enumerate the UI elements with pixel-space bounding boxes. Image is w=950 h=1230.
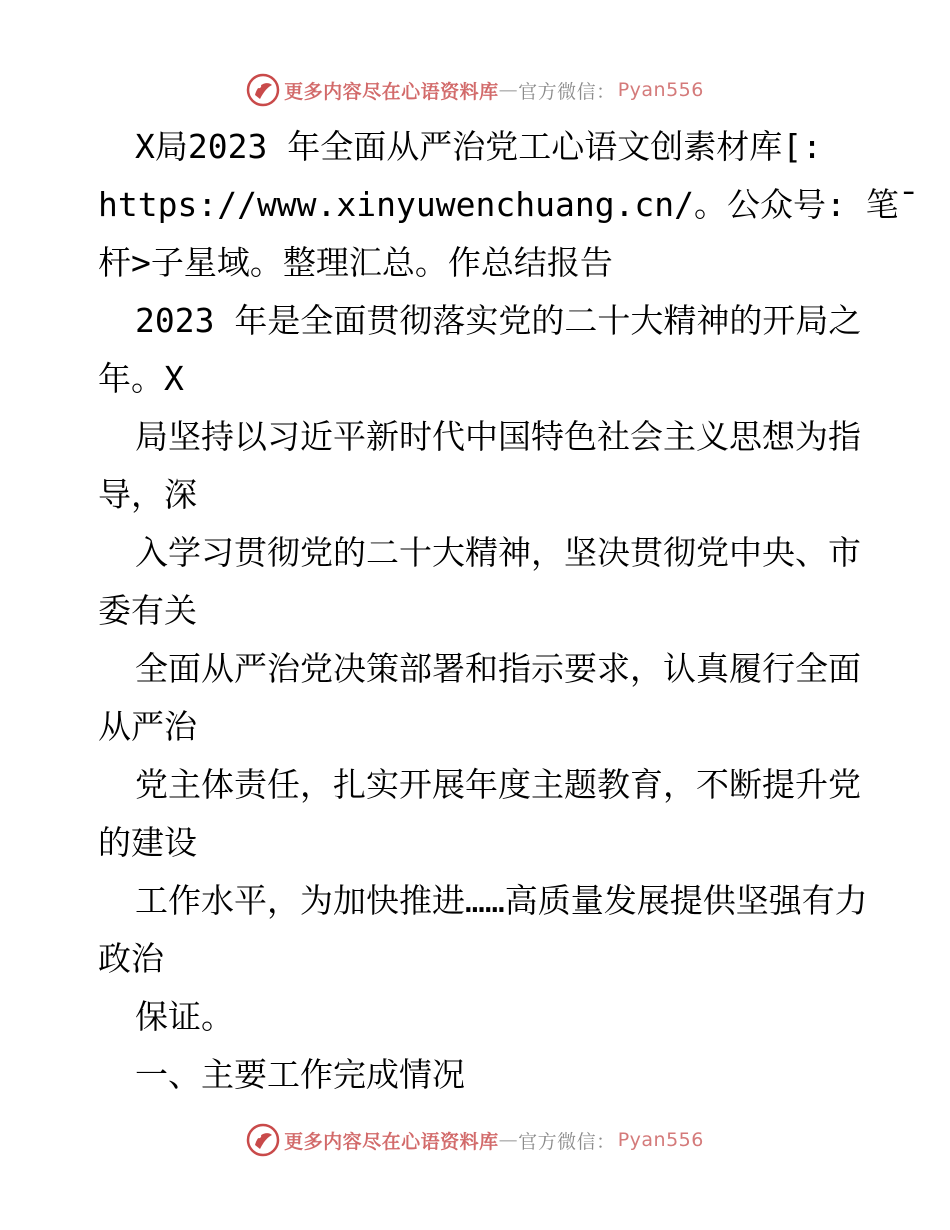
footer-brand-text: 更多内容尽在心语资料库 <box>284 1130 499 1153</box>
header-separator: — <box>498 79 519 101</box>
brand-logo-icon <box>246 1123 280 1157</box>
paragraph-6: 工作水平，为加快推进……高质量发展提供坚强有力政治 <box>98 881 868 978</box>
header-official-label: 官方微信 <box>518 80 597 103</box>
paragraph-7: 保证。 <box>135 997 234 1036</box>
header-colon: ： <box>596 80 616 103</box>
paragraph-1: 2023 年是全面贯彻落实党的二十大精神的开局之年。X <box>98 301 862 398</box>
paragraph-3: 入学习贯彻党的二十大精神，坚决贯彻党中央、市委有关 <box>98 533 861 630</box>
footer-separator: — <box>498 1129 519 1151</box>
paragraph-5: 党主体责任，扎实开展年度主题教育，不断提升党的建设 <box>98 765 861 862</box>
header-wechat-id: Pyan556 <box>617 79 704 101</box>
title-line-3: 杆>子星域。整理汇总。作总结报告 <box>98 243 613 282</box>
title-line-1: X局2023 年全面从严治党工心语文创素材库[: <box>135 127 822 166</box>
paragraph-4: 全面从严治党决策部署和指示要求，认真履行全面从严治 <box>98 649 861 746</box>
header-brand-text: 更多内容尽在心语资料库 <box>284 80 499 103</box>
header-banner <box>0 68 950 112</box>
paragraph-2: 局坚持以习近平新时代中国特色社会主义思想为指导，深 <box>98 417 861 514</box>
document-body <box>98 118 919 1104</box>
footer-wechat-id: Pyan556 <box>617 1129 704 1151</box>
brand-logo-icon <box>246 73 280 107</box>
footer-banner <box>0 1118 950 1162</box>
footer-official-label: 官方微信 <box>518 1130 597 1153</box>
footer-colon: ： <box>596 1130 616 1153</box>
section-heading-1: 一、主要工作完成情况 <box>135 1055 465 1094</box>
title-line-2: https://www.xinyuwenchuang.cn/。公众号: 笔¯ <box>98 185 919 224</box>
